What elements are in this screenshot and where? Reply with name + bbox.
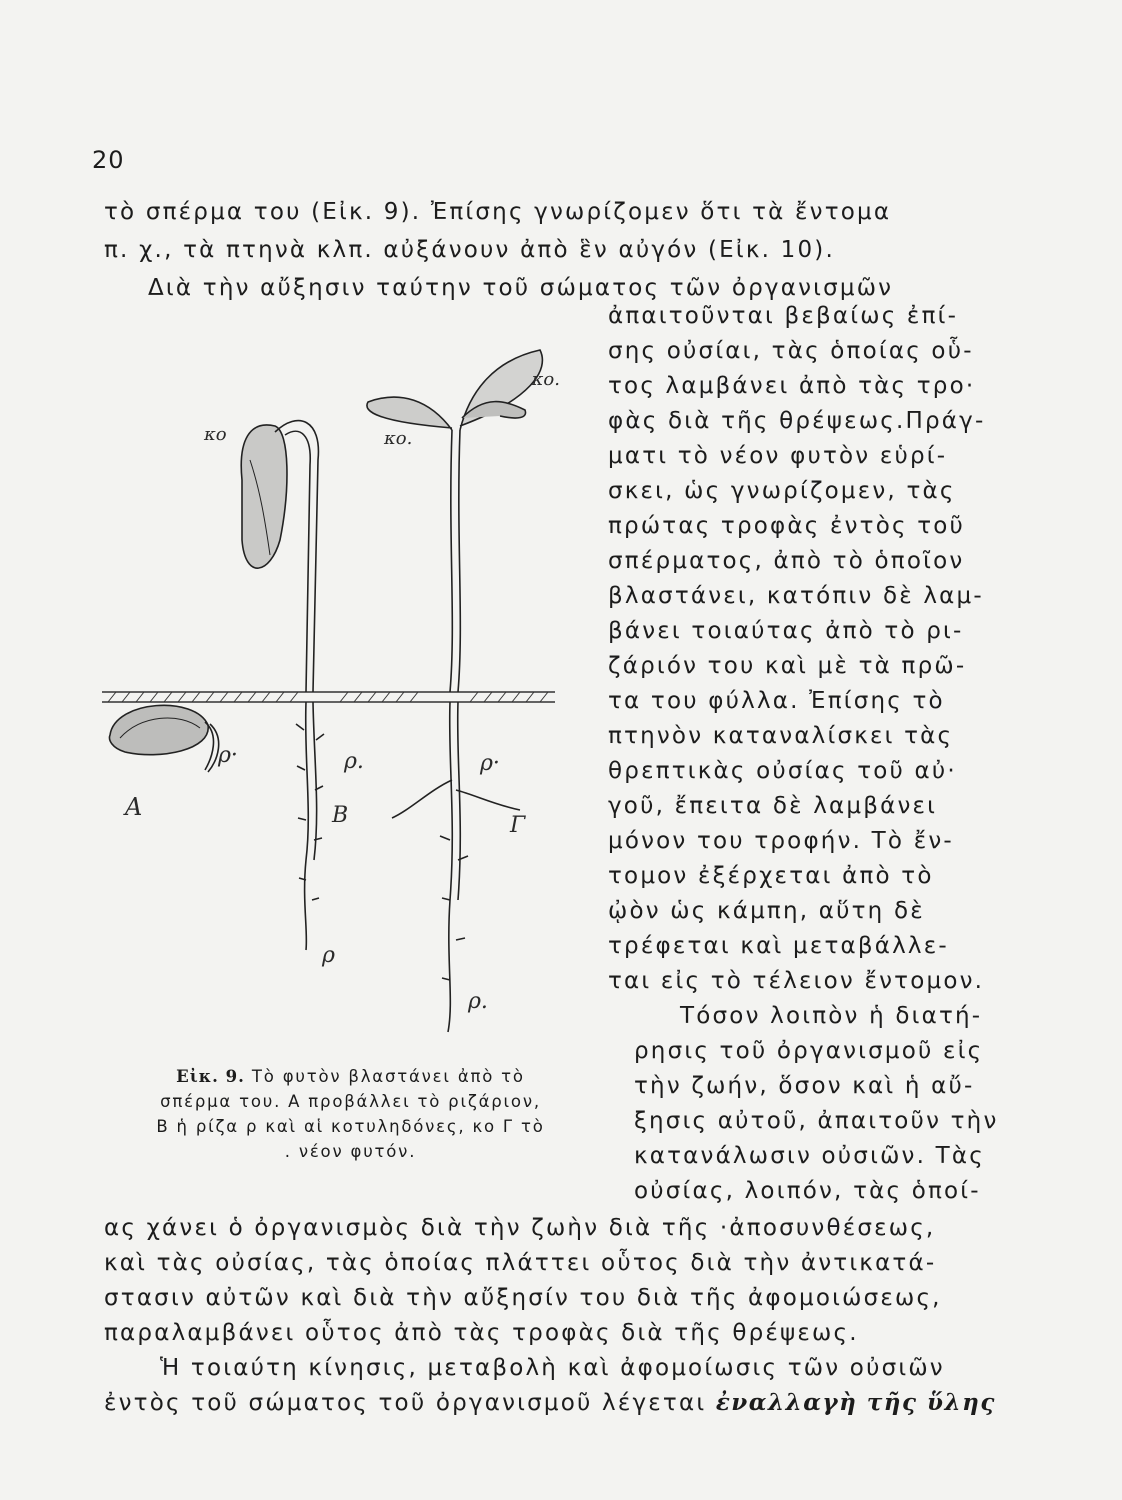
text-line: τὴν ζωήν, ὅσον καὶ ἡ αὔ- [634,1073,975,1099]
ground-line [102,692,555,702]
figure-label-rho-b-low: ρ [322,943,335,968]
text-line: σκει, ὡς γνωρίζομεν, τὰς [608,478,956,504]
text-line: πτηνὸν καταναλίσκει τὰς [608,723,954,749]
text-line: Τόσον λοιπὸν ἡ διατή- [680,1003,983,1029]
text-line: μόνον του τροφήν. Τὸ ἔν- [608,828,954,854]
seedling-b [241,421,324,950]
figure-label-b: Β [332,803,349,828]
text-line: σης οὐσίαι, τὰς ὁποίας οὗ- [608,338,974,364]
text-line: ματι τὸ νέον φυτὸν εὑρί- [608,443,948,469]
text-line: π. χ., τὰ πτηνὰ κλπ. αὐξάνουν ἀπὸ ἓν αὐγόν (Εἰκ. 10). [104,237,835,263]
figure-label-g: Γ [510,813,526,838]
text-line: καὶ τὰς οὐσίας, τὰς ὁποίας πλάττει οὗτος διὰ τὴν ἀντικατά- [104,1250,937,1276]
text-line: ζάριόν του καὶ μὲ τὰ πρῶ- [608,653,967,679]
text-line: σπέρματος, ἀπὸ τὸ ὁποῖον [608,548,965,574]
figure-label-ko-g-top: κο. [531,369,560,390]
caption-line: σπέρμα του. Α προβάλλει τὸ ριζάριον, [160,1092,541,1111]
text-line: ἀπαιτοῦνται βεβαίως ἐπί- [608,303,959,329]
caption-label: Εἰκ. 9. [176,1067,245,1086]
text-line: βάνει τοιαύτας ἀπὸ τὸ ρι- [608,618,964,644]
text-line: ρησις τοῦ ὀργανισμοῦ εἰς [634,1038,984,1064]
text-line: Διὰ τὴν αὔξησιν ταύτην τοῦ σώματος τῶν ὀργανισμῶν [148,275,894,301]
young-plant-g [367,350,542,1032]
text-line: φὰς διὰ τῆς θρέψεως.Πράγ- [608,408,986,434]
text-line: τος λαμβάνει ἀπὸ τὰς τρο· [608,373,976,399]
text-run: ἐντὸς τοῦ σώματος τοῦ ὀργανισμοῦ λέγεται [104,1390,707,1416]
figure-label-rho-g-low: ρ. [468,989,488,1014]
figure-seedling-illustration [100,340,560,1040]
caption-line: . νέον φυτόν. [284,1142,417,1161]
key-term: ἐναλλαγὴ τῆς ὕλης [715,1389,996,1416]
caption-line: Β ἡ ρίζα ρ καὶ αἱ κοτυληδόνες, κο Γ τὸ [156,1117,545,1136]
caption-line [98,1064,603,1089]
text-line: οὐσίας, λοιπόν, τὰς ὁποί- [634,1178,981,1204]
figure-label-a: Α [125,793,143,821]
text-line: βλαστάνει, κατόπιν δὲ λαμ- [608,583,984,609]
text-line: ται εἰς τὸ τέλειον ἔντομον. [608,968,985,994]
figure-label-rho-a: ρ· [218,743,238,768]
text-line: ξησις αὐτοῦ, ἀπαιτοῦν τὴν [634,1108,999,1134]
caption-text: Τὸ φυτὸν βλαστάνει ἀπὸ τὸ [251,1067,525,1086]
text-line: στασιν αὐτῶν καὶ διὰ τὴν αὔξησίν του διὰ τῆς ἀφομοιώσεως, [104,1285,942,1311]
page-number: 20 [92,146,125,174]
figure-label-ko-b: κο [204,424,227,445]
text-line [104,1387,996,1419]
text-line: πρώτας τροφὰς ἐντὸς τοῦ [608,513,966,539]
text-line: τὸ σπέρμα του (Εἰκ. 9). Ἐπίσης γνωρίζομεν ὅτι τὰ ἔντομα [104,199,892,225]
text-line: τρέφεται καὶ μεταβάλλε- [608,933,949,959]
text-line: ας χάνει ὁ ὀργανισμὸς διὰ τὴν ζωὴν διὰ τῆς ·ἀποσυνθέσεως, [104,1215,936,1241]
seed-a [110,705,219,772]
text-line: τα του φύλλα. Ἐπίσης τὸ [608,688,945,714]
figure-caption [98,1064,603,1164]
figure-label-rho-g-mid: ρ· [480,751,500,776]
text-line: παραλαμβάνει οὗτος ἀπὸ τὰς τροφὰς διὰ τῆς θρέψεως. [104,1320,859,1346]
text-line: ᾠὸν ὡς κάμπη, αὕτη δὲ [608,898,925,924]
figure-label-rho-b-mid: ρ. [344,749,364,774]
text-line: κατανάλωσιν οὐσιῶν. Τὰς [634,1143,985,1169]
text-line: θρεπτικὰς οὐσίας τοῦ αὐ· [608,758,957,784]
text-line: γοῦ, ἔπειτα δὲ λαμβάνει [608,793,938,819]
figure-label-ko-g: κο. [384,428,413,449]
text-line: Ἡ τοιαύτη κίνησις, μεταβολὴ καὶ ἀφομοίωσις τῶν οὐσιῶν [160,1355,945,1381]
text-line: τομον ἐξέρχεται ἀπὸ τὸ [608,863,934,889]
